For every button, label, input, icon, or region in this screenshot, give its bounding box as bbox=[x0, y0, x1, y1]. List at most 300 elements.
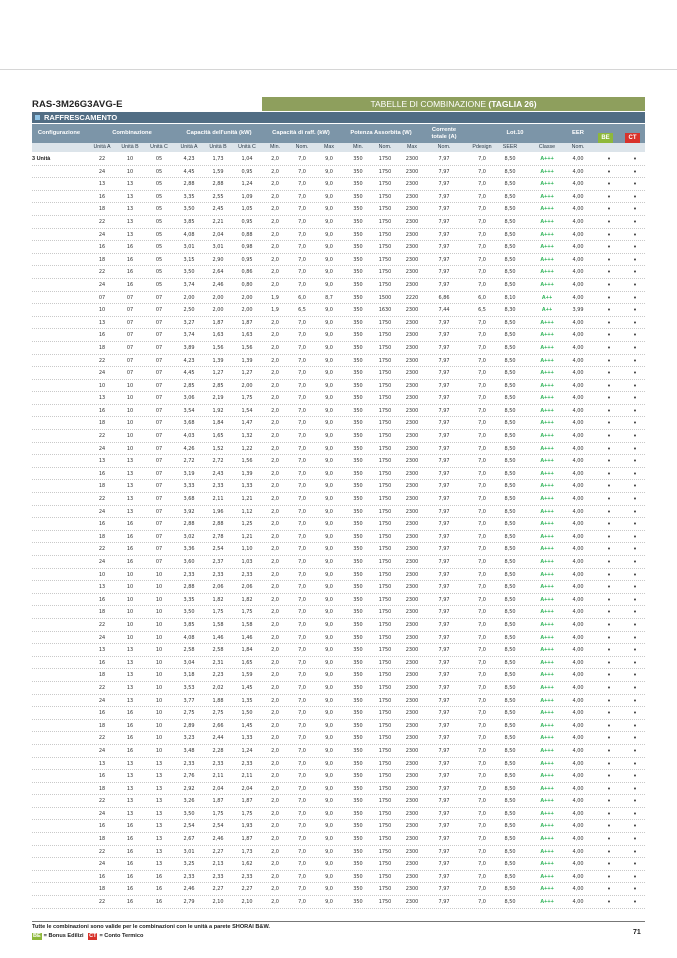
ct-dot-icon: • bbox=[633, 356, 637, 365]
table-cell: 350 bbox=[353, 244, 363, 251]
table-cell: 7,97 bbox=[438, 785, 450, 792]
table-cell: 16 bbox=[126, 281, 134, 288]
table-cell: 350 bbox=[353, 773, 363, 780]
table-cell: 7,97 bbox=[438, 584, 450, 591]
table-cell: 9,0 bbox=[325, 168, 333, 175]
table-cell: 22 bbox=[98, 156, 106, 162]
config-label: 3 Unità bbox=[32, 156, 51, 162]
energy-class: A+++ bbox=[540, 193, 554, 200]
energy-class: A+++ bbox=[540, 344, 554, 351]
table-cell: 7,0 bbox=[478, 181, 486, 188]
table-cell: 8,50 bbox=[504, 508, 516, 515]
table-cell: 3,33 bbox=[183, 483, 195, 490]
table-cell: 9,0 bbox=[325, 735, 333, 742]
table-cell: 9,0 bbox=[325, 722, 333, 729]
table-cell: 16 bbox=[155, 873, 163, 880]
table-cell: 1750 bbox=[378, 810, 392, 817]
subheader-cell: Unità C bbox=[150, 144, 168, 150]
table-cell: 2,0 bbox=[271, 483, 279, 490]
table-cell: 2,0 bbox=[271, 609, 279, 616]
table-cell: 3,50 bbox=[183, 609, 195, 616]
table-cell: 350 bbox=[353, 496, 363, 503]
table-cell: 4,00 bbox=[572, 735, 584, 742]
table-cell: 16 bbox=[126, 747, 134, 754]
table-cell: 7,0 bbox=[298, 168, 306, 175]
energy-class: A+++ bbox=[540, 370, 554, 377]
table-cell: 07 bbox=[155, 382, 163, 389]
table-cell: 8,50 bbox=[504, 621, 516, 628]
table-cell: 7,0 bbox=[478, 445, 486, 452]
table-cell: 13 bbox=[155, 861, 163, 868]
table-cell: 2,0 bbox=[271, 332, 279, 339]
table-row bbox=[32, 355, 645, 368]
table-cell: 16 bbox=[98, 710, 106, 717]
table-cell: 1,96 bbox=[212, 508, 224, 515]
table-cell: 7,0 bbox=[478, 760, 486, 767]
table-cell: 7,0 bbox=[298, 483, 306, 490]
table-cell: 4,00 bbox=[572, 559, 584, 565]
table-row bbox=[32, 342, 645, 355]
table-cell: 7,97 bbox=[438, 218, 450, 225]
table-cell: 18 bbox=[98, 256, 106, 263]
table-cell: 2,11 bbox=[212, 496, 224, 503]
table-cell: 350 bbox=[353, 621, 363, 628]
table-cell: 9,0 bbox=[325, 848, 333, 855]
table-cell: 18 bbox=[98, 722, 106, 729]
table-cell: 2,00 bbox=[241, 382, 253, 389]
table-cell: 10 bbox=[98, 571, 106, 578]
energy-class: A+++ bbox=[540, 168, 554, 175]
be-dot-icon: • bbox=[607, 759, 611, 768]
table-cell: 2,0 bbox=[271, 596, 279, 603]
table-cell: 4,00 bbox=[572, 206, 584, 213]
table-cell: 7,0 bbox=[298, 634, 306, 641]
table-cell: 2,88 bbox=[183, 521, 195, 528]
table-cell: 4,03 bbox=[183, 433, 195, 440]
table-cell: 22 bbox=[98, 621, 106, 628]
table-cell: 4,00 bbox=[572, 647, 584, 654]
table-cell: 07 bbox=[155, 458, 163, 465]
table-cell: 2,79 bbox=[183, 899, 195, 906]
table-cell: 2,88 bbox=[183, 584, 195, 591]
table-cell: 10 bbox=[126, 168, 134, 175]
table-cell: 8,50 bbox=[504, 244, 516, 251]
table-cell: 24 bbox=[98, 810, 106, 817]
table-cell: 2,06 bbox=[212, 584, 224, 591]
table-cell: 7,0 bbox=[298, 332, 306, 339]
ct-dot-icon: • bbox=[633, 847, 637, 856]
ct-dot-icon: • bbox=[633, 167, 637, 176]
ct-dot-icon: • bbox=[633, 608, 637, 617]
header-combinazione: Combinazione bbox=[112, 130, 152, 137]
be-dot-icon: • bbox=[607, 683, 611, 692]
energy-class: A+++ bbox=[540, 546, 554, 553]
table-cell: 1,59 bbox=[241, 672, 253, 679]
table-cell: 4,00 bbox=[572, 659, 584, 666]
legend-be-badge: BE bbox=[33, 933, 41, 939]
table-cell: 1,10 bbox=[241, 546, 253, 553]
table-row bbox=[32, 820, 645, 833]
table-cell: 1750 bbox=[378, 244, 392, 251]
table-cell: 2,0 bbox=[271, 218, 279, 225]
table-cell: 8,50 bbox=[504, 533, 516, 540]
ct-dot-icon: • bbox=[633, 759, 637, 768]
ct-dot-icon: • bbox=[633, 255, 637, 264]
table-cell: 350 bbox=[353, 546, 363, 553]
table-cell: 350 bbox=[353, 470, 363, 477]
table-cell: 4,00 bbox=[572, 156, 584, 162]
table-cell: 2300 bbox=[405, 760, 419, 767]
table-cell: 13 bbox=[126, 672, 134, 679]
table-cell: 1,62 bbox=[241, 861, 253, 868]
table-cell: 1,84 bbox=[212, 420, 224, 427]
be-dot-icon: • bbox=[607, 898, 611, 907]
table-cell: 2,0 bbox=[271, 533, 279, 540]
table-cell: 350 bbox=[353, 382, 363, 389]
table-row bbox=[32, 720, 645, 733]
table-cell: 24 bbox=[98, 445, 106, 452]
table-cell: 2,85 bbox=[212, 382, 224, 389]
be-dot-icon: • bbox=[607, 306, 611, 315]
table-cell: 350 bbox=[353, 269, 363, 276]
table-cell: 2,58 bbox=[212, 647, 224, 654]
table-cell: 9,0 bbox=[325, 458, 333, 465]
energy-class: A+++ bbox=[540, 609, 554, 616]
table-cell: 22 bbox=[98, 684, 106, 691]
table-cell: 1,63 bbox=[241, 332, 253, 339]
table-cell: 1,73 bbox=[212, 156, 224, 162]
table-cell: 2,0 bbox=[271, 458, 279, 465]
energy-class: A+++ bbox=[540, 735, 554, 742]
energy-class: A+++ bbox=[540, 483, 554, 490]
table-cell: 1750 bbox=[378, 496, 392, 503]
table-cell: 350 bbox=[353, 659, 363, 666]
table-cell: 8,7 bbox=[325, 294, 333, 301]
table-cell: 7,0 bbox=[298, 621, 306, 628]
table-cell: 3,92 bbox=[183, 508, 195, 515]
table-cell: 2300 bbox=[405, 244, 419, 251]
be-dot-icon: • bbox=[607, 444, 611, 453]
table-cell: 7,97 bbox=[438, 269, 450, 276]
table-cell: 2300 bbox=[405, 886, 419, 893]
table-cell: 4,00 bbox=[572, 445, 584, 452]
table-row bbox=[32, 229, 645, 242]
table-cell: 7,0 bbox=[478, 747, 486, 754]
table-cell: 350 bbox=[353, 697, 363, 704]
table-cell: 1,27 bbox=[241, 370, 253, 377]
table-cell: 8,50 bbox=[504, 848, 516, 855]
table-cell: 4,08 bbox=[183, 231, 195, 238]
table-cell: 2,0 bbox=[271, 773, 279, 780]
table-cell: 7,0 bbox=[298, 848, 306, 855]
table-cell: 1,87 bbox=[241, 836, 253, 843]
table-cell: 7,97 bbox=[438, 470, 450, 477]
table-cell: 2300 bbox=[405, 181, 419, 188]
table-cell: 7,0 bbox=[298, 395, 306, 402]
table-cell: 4,45 bbox=[183, 168, 195, 175]
table-cell: 07 bbox=[126, 294, 134, 301]
table-cell: 10 bbox=[126, 634, 134, 641]
table-cell: 1,87 bbox=[241, 798, 253, 805]
be-dot-icon: • bbox=[607, 419, 611, 428]
be-dot-icon: • bbox=[607, 495, 611, 504]
energy-class: A+++ bbox=[540, 760, 554, 767]
table-cell: 7,0 bbox=[298, 269, 306, 276]
table-cell: 4,00 bbox=[572, 886, 584, 893]
table-cell: 13 bbox=[126, 193, 134, 200]
table-cell: 2300 bbox=[405, 584, 419, 591]
table-cell: 7,0 bbox=[298, 256, 306, 263]
ct-dot-icon: • bbox=[633, 343, 637, 352]
table-cell: 8,50 bbox=[504, 370, 516, 377]
table-cell: 9,0 bbox=[325, 370, 333, 377]
table-cell: 8,50 bbox=[504, 760, 516, 767]
table-cell: 4,00 bbox=[572, 370, 584, 377]
table-cell: 4,00 bbox=[572, 256, 584, 263]
be-dot-icon: • bbox=[607, 772, 611, 781]
table-cell: 16 bbox=[126, 546, 134, 553]
ct-dot-icon: • bbox=[633, 633, 637, 642]
table-cell: 1,24 bbox=[241, 181, 253, 188]
table-cell: 3,68 bbox=[183, 420, 195, 427]
table-cell: 1750 bbox=[378, 483, 392, 490]
table-cell: 1750 bbox=[378, 584, 392, 591]
table-cell: 1750 bbox=[378, 823, 392, 830]
ct-dot-icon: • bbox=[633, 155, 637, 163]
table-row bbox=[32, 480, 645, 493]
be-dot-icon: • bbox=[607, 709, 611, 718]
table-cell: 9,0 bbox=[325, 873, 333, 880]
table-cell: 2300 bbox=[405, 899, 419, 906]
table-cell: 13 bbox=[126, 647, 134, 654]
table-cell: 1,87 bbox=[212, 798, 224, 805]
table-cell: 350 bbox=[353, 810, 363, 817]
energy-class: A++ bbox=[541, 307, 553, 314]
table-cell: 16 bbox=[98, 244, 106, 251]
table-cell: 1,24 bbox=[241, 747, 253, 754]
table-cell: 2300 bbox=[405, 445, 419, 452]
table-cell: 2,0 bbox=[271, 584, 279, 591]
table-cell: 2300 bbox=[405, 773, 419, 780]
footnote: Tutte le combinazioni sono valide per le combinazioni con le unità a parete SHORAI B&W. bbox=[32, 924, 270, 930]
table-cell: 1750 bbox=[378, 168, 392, 175]
subheader-cell: Min. bbox=[352, 144, 363, 150]
table-row bbox=[32, 581, 645, 594]
table-cell: 22 bbox=[98, 546, 106, 553]
table-cell: 350 bbox=[353, 848, 363, 855]
table-cell: 1,82 bbox=[241, 596, 253, 603]
table-cell: 7,0 bbox=[298, 785, 306, 792]
table-cell: 7,0 bbox=[298, 647, 306, 654]
table-cell: 2,92 bbox=[183, 785, 195, 792]
table-cell: 350 bbox=[353, 559, 363, 565]
table-cell: 1750 bbox=[378, 193, 392, 200]
energy-class: A+++ bbox=[540, 710, 554, 717]
table-cell: 1,50 bbox=[241, 710, 253, 717]
table-cell: 1750 bbox=[378, 710, 392, 717]
table-cell: 2,64 bbox=[212, 269, 224, 276]
table-cell: 7,0 bbox=[478, 533, 486, 540]
table-cell: 10 bbox=[126, 433, 134, 440]
table-cell: 2,0 bbox=[271, 244, 279, 251]
table-cell: 9,0 bbox=[325, 634, 333, 641]
table-cell: 2,33 bbox=[183, 760, 195, 767]
table-cell: 13 bbox=[126, 760, 134, 767]
table-cell: 24 bbox=[98, 168, 106, 175]
table-cell: 350 bbox=[353, 206, 363, 213]
banner-size: (TAGLIA 26) bbox=[488, 99, 537, 109]
table-cell: 4,00 bbox=[572, 244, 584, 251]
table-cell: 13 bbox=[126, 231, 134, 238]
subheader-cell: Max bbox=[323, 144, 334, 150]
table-cell: 1750 bbox=[378, 861, 392, 868]
table-cell: 8,50 bbox=[504, 773, 516, 780]
table-cell: 16 bbox=[98, 873, 106, 880]
energy-class: A+++ bbox=[540, 848, 554, 855]
table-cell: 3,53 bbox=[183, 684, 195, 691]
table-cell: 8,50 bbox=[504, 332, 516, 339]
table-cell: 8,50 bbox=[504, 269, 516, 276]
table-cell: 7,0 bbox=[478, 559, 486, 565]
table-cell: 9,0 bbox=[325, 231, 333, 238]
be-dot-icon: • bbox=[607, 369, 611, 378]
subheader-cell: SEER bbox=[502, 144, 518, 150]
be-dot-icon: • bbox=[607, 696, 611, 705]
be-dot-icon: • bbox=[607, 318, 611, 327]
table-cell: 8,50 bbox=[504, 697, 516, 704]
table-cell: 2,44 bbox=[212, 735, 224, 742]
table-cell: 3,19 bbox=[183, 470, 195, 477]
table-cell: 1,56 bbox=[241, 344, 253, 351]
table-cell: 1750 bbox=[378, 269, 392, 276]
energy-class: A+++ bbox=[540, 420, 554, 427]
table-cell: 4,00 bbox=[572, 496, 584, 503]
table-cell: 4,00 bbox=[572, 823, 584, 830]
be-dot-icon: • bbox=[607, 280, 611, 289]
table-cell: 8,50 bbox=[504, 168, 516, 175]
table-cell: 2,0 bbox=[271, 496, 279, 503]
ct-dot-icon: • bbox=[633, 570, 637, 579]
table-cell: 10 bbox=[155, 735, 163, 742]
table-cell: 2300 bbox=[405, 873, 419, 880]
table-cell: 1750 bbox=[378, 458, 392, 465]
table-cell: 7,97 bbox=[438, 659, 450, 666]
table-cell: 9,0 bbox=[325, 861, 333, 868]
table-cell: 07 bbox=[155, 407, 163, 414]
table-cell: 1750 bbox=[378, 357, 392, 364]
table-cell: 4,00 bbox=[572, 407, 584, 414]
table-cell: 8,50 bbox=[504, 596, 516, 603]
table-cell: 7,0 bbox=[478, 269, 486, 276]
table-cell: 7,0 bbox=[478, 496, 486, 503]
table-cell: 2300 bbox=[405, 168, 419, 175]
table-cell: 24 bbox=[98, 231, 106, 238]
table-cell: 2300 bbox=[405, 458, 419, 465]
ct-dot-icon: • bbox=[633, 268, 637, 277]
table-cell: 4,00 bbox=[572, 181, 584, 188]
table-subheader bbox=[32, 143, 645, 152]
table-cell: 16 bbox=[98, 596, 106, 603]
be-dot-icon: • bbox=[607, 381, 611, 390]
ct-dot-icon: • bbox=[633, 683, 637, 692]
table-cell: 2,19 bbox=[212, 395, 224, 402]
table-cell: 1750 bbox=[378, 281, 392, 288]
table-cell: 8,50 bbox=[504, 571, 516, 578]
table-cell: 8,50 bbox=[504, 470, 516, 477]
be-dot-icon: • bbox=[607, 860, 611, 869]
be-dot-icon: • bbox=[607, 343, 611, 352]
table-cell: 7,0 bbox=[478, 899, 486, 906]
table-cell: 7,0 bbox=[298, 861, 306, 868]
table-cell: 05 bbox=[155, 281, 163, 288]
table-cell: 10 bbox=[155, 609, 163, 616]
table-cell: 7,0 bbox=[478, 886, 486, 893]
ct-badge: CT bbox=[625, 133, 640, 143]
table-cell: 7,97 bbox=[438, 344, 450, 351]
table-cell: 7,44 bbox=[438, 307, 450, 314]
table-cell: 10 bbox=[126, 621, 134, 628]
table-cell: 2,0 bbox=[271, 798, 279, 805]
table-cell: 16 bbox=[126, 533, 134, 540]
table-cell: 9,0 bbox=[325, 785, 333, 792]
table-cell: 2,33 bbox=[212, 760, 224, 767]
table-cell: 7,0 bbox=[478, 458, 486, 465]
table-row bbox=[32, 443, 645, 456]
table-cell: 8,50 bbox=[504, 382, 516, 389]
table-cell: 1750 bbox=[378, 773, 392, 780]
table-cell: 8,50 bbox=[504, 546, 516, 553]
table-cell: 7,0 bbox=[298, 571, 306, 578]
table-cell: 9,0 bbox=[325, 206, 333, 213]
table-cell: 13 bbox=[155, 848, 163, 855]
be-dot-icon: • bbox=[607, 595, 611, 604]
table-cell: 13 bbox=[126, 496, 134, 503]
table-cell: 2,88 bbox=[212, 521, 224, 528]
ct-dot-icon: • bbox=[633, 469, 637, 478]
be-dot-icon: • bbox=[607, 809, 611, 818]
table-cell: 07 bbox=[155, 420, 163, 427]
table-cell: 8,50 bbox=[504, 823, 516, 830]
table-cell: 8,50 bbox=[504, 483, 516, 490]
table-cell: 2,85 bbox=[183, 382, 195, 389]
ct-dot-icon: • bbox=[633, 860, 637, 869]
table-cell: 1750 bbox=[378, 571, 392, 578]
table-cell: 1,25 bbox=[241, 521, 253, 528]
table-cell: 8,50 bbox=[504, 810, 516, 817]
table-cell: 9,0 bbox=[325, 533, 333, 540]
table-cell: 350 bbox=[353, 747, 363, 754]
table-cell: 2,0 bbox=[271, 433, 279, 440]
ct-dot-icon: • bbox=[633, 180, 637, 189]
table-cell: 4,00 bbox=[572, 231, 584, 238]
table-cell: 7,0 bbox=[298, 382, 306, 389]
table-cell: 7,0 bbox=[478, 508, 486, 515]
table-cell: 8,50 bbox=[504, 735, 516, 742]
table-cell: 9,0 bbox=[325, 621, 333, 628]
table-row bbox=[32, 556, 645, 569]
table-cell: 2,04 bbox=[212, 231, 224, 238]
subheader-cell: Pdesign bbox=[472, 144, 492, 150]
table-cell: 7,97 bbox=[438, 596, 450, 603]
table-cell: 10 bbox=[126, 571, 134, 578]
table-cell: 350 bbox=[353, 420, 363, 427]
table-cell: 2,0 bbox=[271, 470, 279, 477]
table-cell: 8,10 bbox=[504, 294, 516, 301]
table-cell: 2,54 bbox=[183, 823, 195, 830]
table-cell: 7,0 bbox=[298, 445, 306, 452]
energy-class: A+++ bbox=[540, 281, 554, 288]
table-cell: 16 bbox=[126, 899, 134, 906]
